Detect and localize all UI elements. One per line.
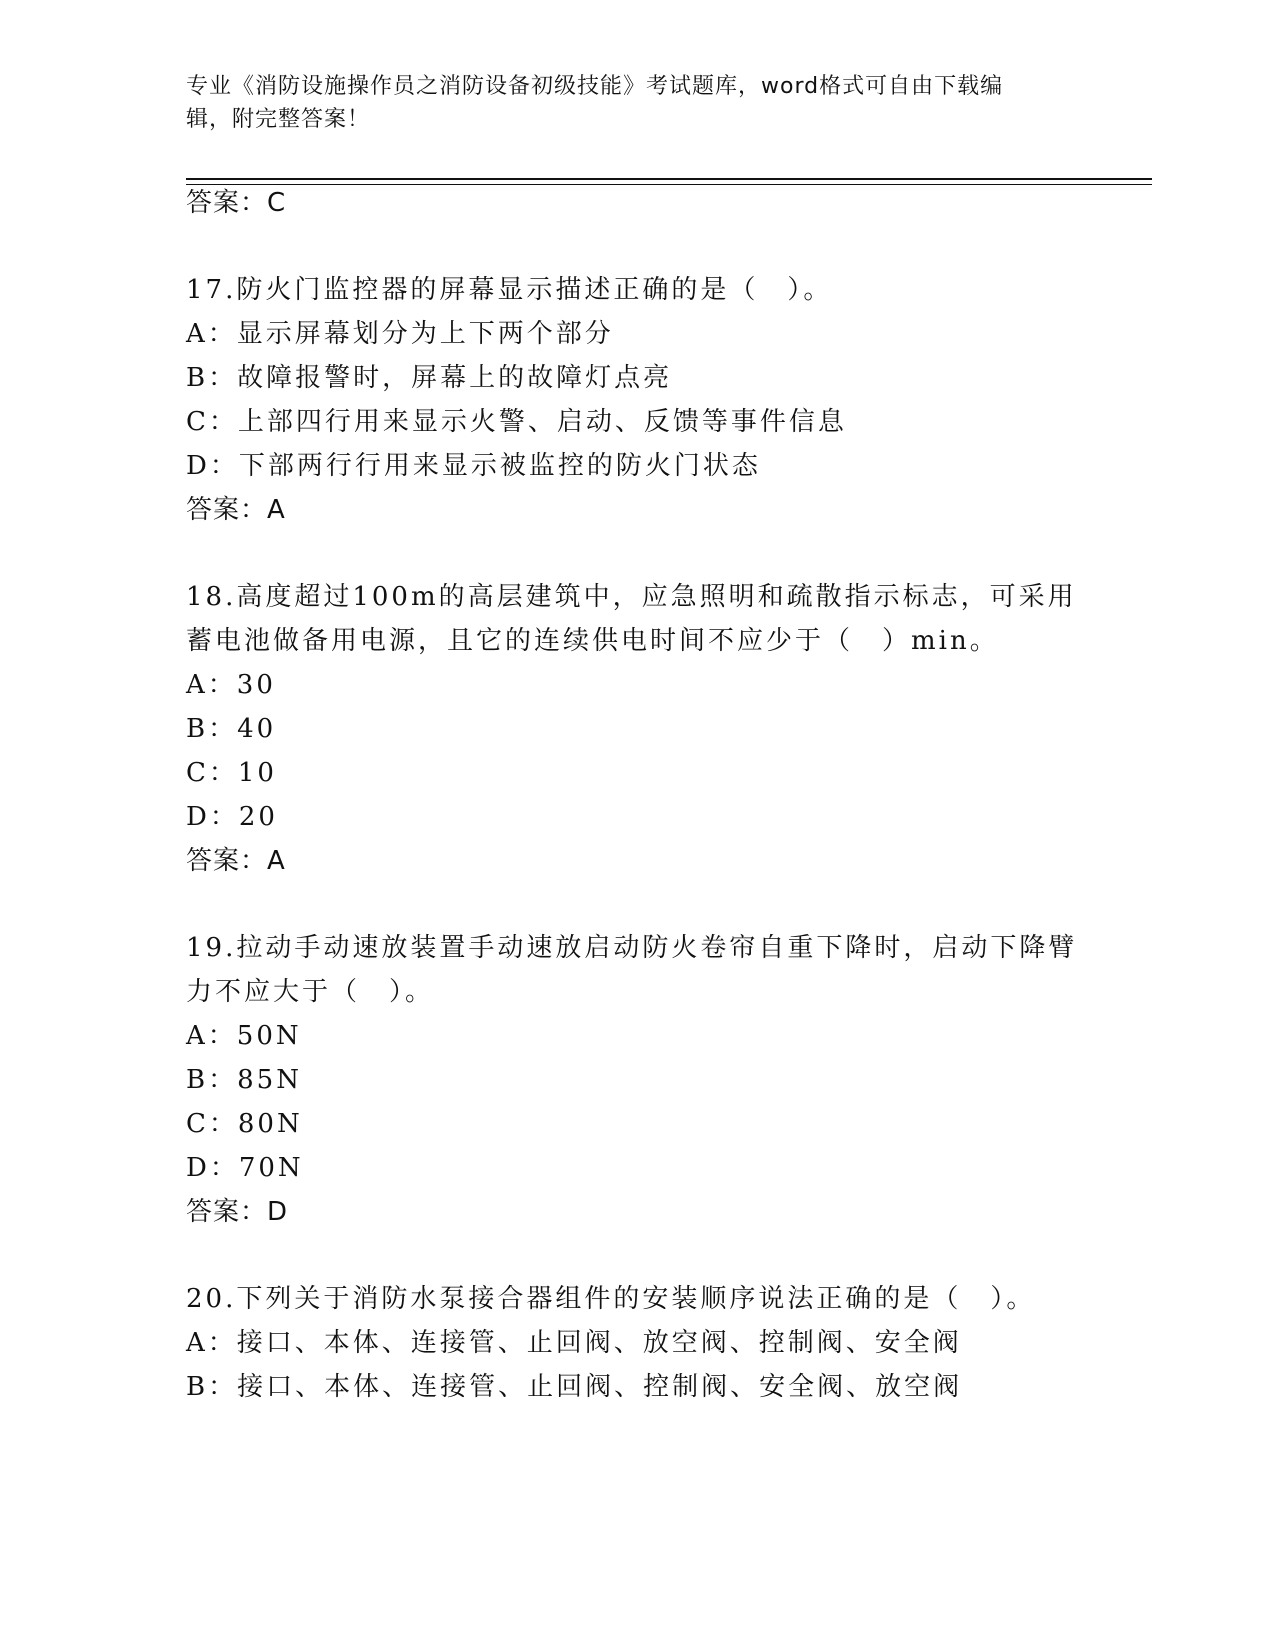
question-17-stem: 17.防火门监控器的屏幕显示描述正确的是（ ）。 bbox=[186, 275, 833, 305]
question-19-option-c: C：80N bbox=[186, 1109, 303, 1139]
question-17-option-d: D：下部两行行用来显示被监控的防火门状态 bbox=[186, 451, 761, 481]
question-19-option-b: B：85N bbox=[186, 1065, 302, 1095]
question-17-option-b: B：故障报警时，屏幕上的故障灯点亮 bbox=[186, 363, 673, 393]
question-18-option-a: A：30 bbox=[186, 670, 276, 700]
question-17-option-a: A：显示屏幕划分为上下两个部分 bbox=[186, 319, 614, 349]
question-19-answer: 答案：D bbox=[186, 1197, 289, 1227]
answer-16: 答案：C bbox=[186, 188, 287, 218]
question-20-option-b: B：接口、本体、连接管、止回阀、控制阀、安全阀、放空阀 bbox=[186, 1372, 963, 1402]
question-19-option-d: D：70N bbox=[186, 1153, 304, 1183]
question-20-stem: 20.下列关于消防水泵接合器组件的安装顺序说法正确的是（ ）。 bbox=[186, 1284, 1036, 1314]
header-divider-thick bbox=[186, 178, 1152, 180]
question-18-stem-line-1: 18.高度超过100m的高层建筑中，应急照明和疏散指示标志，可采用 bbox=[186, 582, 1077, 612]
header-line-1: 专业《消防设施操作员之消防设备初级技能》考试题库，word格式可自由下载编 bbox=[186, 74, 1004, 99]
question-18-answer: 答案：A bbox=[186, 846, 286, 876]
question-19-option-a: A：50N bbox=[186, 1021, 302, 1051]
question-18-option-c: C：10 bbox=[186, 758, 277, 788]
header-divider-thin bbox=[186, 184, 1152, 185]
question-19-stem-line-1: 19.拉动手动速放装置手动速放启动防火卷帘自重下降时，启动下降臂 bbox=[186, 933, 1078, 963]
question-17-option-c: C：上部四行用来显示火警、启动、反馈等事件信息 bbox=[186, 407, 847, 437]
question-18-stem-line-2: 蓄电池做备用电源，且它的连续供电时间不应少于（ ）min。 bbox=[186, 626, 999, 656]
question-19-stem-line-2: 力不应大于（ ）。 bbox=[186, 977, 435, 1007]
question-18-option-b: B：40 bbox=[186, 714, 277, 744]
document-header bbox=[186, 70, 1066, 136]
question-20-option-a: A：接口、本体、连接管、止回阀、放空阀、控制阀、安全阀 bbox=[186, 1328, 962, 1358]
question-17-answer: 答案：A bbox=[186, 495, 286, 525]
question-18-option-d: D：20 bbox=[186, 802, 278, 832]
header-line-2: 辑，附完整答案！ bbox=[186, 107, 371, 132]
